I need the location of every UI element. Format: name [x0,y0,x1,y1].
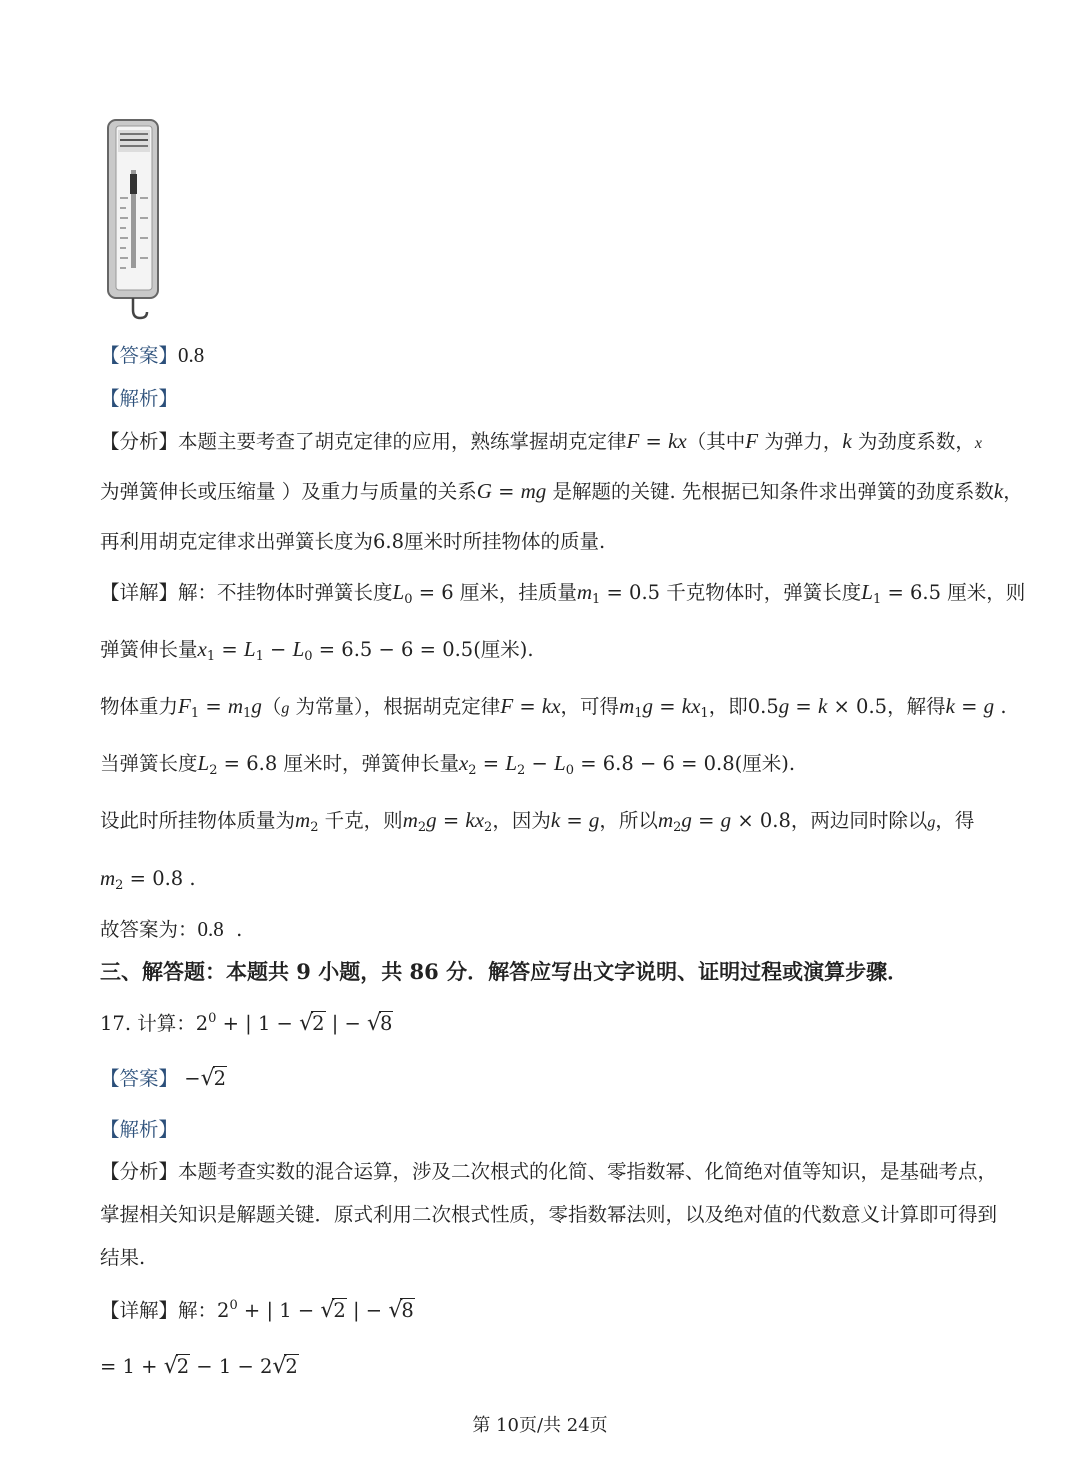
text: 为弹力， [764,430,843,453]
text: 厘米，挂质量 [459,581,577,604]
text: (厘米). [473,638,534,661]
answer-tag: 【答案】 [100,1067,179,1090]
detail-16-line-1: 【详解】解：不挂物体时弹簧长度$L_0 = 6$ 厘米，挂质量$m_1 = 0.5$ 千克物体时，弹簧长度$L_1 = 6.5$ 厘米，则 [100,580,1026,607]
text: 千克，则 [324,809,403,832]
analysis-16-line-2: 为弹簧伸长或压缩量 ）及重力与质量的关系G = mg 是解题的关键. 先根据已知条件求出弹簧的劲度系数k， [100,479,1023,503]
explain-tag: 【解析】 [100,1118,179,1141]
text: （ [261,695,282,718]
final-answer: 0.8 [197,917,224,941]
question-17: 17. 计算：$2^0$ + | 1 − √ 2 | − √ 8 [100,1012,393,1034]
text: (厘米). [734,752,796,775]
text: 是解题的关键. 先根据已知条件求出弹簧的劲度系数 [552,480,994,503]
text: 当弹簧长度 [100,752,198,775]
text: ，得 [935,809,975,832]
text: . [236,918,243,941]
text: 设此时所挂物体质量为 [100,809,296,832]
spring-scale-figure [102,118,164,328]
text: ，因为 [492,809,551,832]
page-footer: 第 10页/共 24页 [472,1415,608,1436]
text: 厘米，则 [947,581,1026,604]
detail-16-line-4: 当弹簧长度$L_2 = 6.8$ 厘米时，弹簧伸长量$x_2 = L_2 - L_0 = 6.8 - 6 = 0.8$(厘米). [100,751,796,778]
detail-16-line-2: 弹簧伸长量$x_1 = L_1 - L_0 = 6.5 - 6 = 0.5$(厘米). [100,637,534,664]
text: 再利用胡克定律求出弹簧长度为6.8厘米时所挂物体的质量. [100,530,606,553]
text: 故答案为： [100,918,198,941]
detail-tag: 【详解】 [100,1299,179,1322]
explain-tag: 【解析】 [100,387,179,410]
text: 为弹簧伸长或压缩量 ）及重力与质量的关系 [100,480,477,503]
text: 厘米时，弹簧伸长量 [283,752,459,775]
answer-tag: 【答案】 [100,344,179,367]
detail-17-line-1: 【详解】解：$2^0$ + | 1 − √ 2 | − √ 8 [100,1299,415,1321]
question-number: 17. [100,1012,132,1035]
answer-17-line: 【答案】 −√ 2 [100,1069,227,1089]
answer-value: 0.8 [178,343,205,367]
text: 掌握相关知识是解题关键．原式利用二次根式性质，零指数幂法则，以及绝对值的代数意义计算即可得到 [100,1203,998,1226]
detail-16-line-3: 物体重力$F_1 = m_1g(g$ 为常量），根据胡克定律F = kx，可得$m_1g = kx_1$，即0.5g = k × 0.5，解得k = g . [100,694,1007,721]
detail-16-line-6: $m_2 = 0.8$ . [100,866,196,893]
analysis-17-line-3 [100,1248,145,1268]
text: 解： [178,1299,218,1322]
text: 结果. [100,1246,146,1269]
text: （其中 [686,430,746,453]
analysis-16-line-3 [100,532,605,552]
text: ，所以 [599,809,658,832]
analysis-16-line-1: 【分析】本题主要考查了胡克定律的应用，熟练掌握胡克定律F = kx（其中F 为弹力，k 为劲度系数，x [100,429,982,453]
text: 本题主要考查了胡克定律的应用，熟练掌握胡克定律 [178,430,627,453]
answer-16-line [100,345,204,366]
text: 弹簧伸长量 [100,638,198,661]
text: 本题考查实数的混合运算，涉及二次根式的化简、零指数幂、化简绝对值等知识，是基础考点， [178,1160,998,1183]
explain-16-tag [100,389,178,409]
text: 千克物体时，弹簧长度 [666,581,862,604]
text: 物体重力 [100,695,179,718]
detail-17-line-2: = 1 + √ 2 − 1 − 2√ 2 [100,1357,299,1377]
detail-16-line-5: 设此时所挂物体质量为$m_2$ 千克，则$m_2g = kx_2$，因为k = g，所以$m_2g = g \times 0.8$，两边同时除以g，得 [100,808,975,835]
explain-17-tag [100,1120,178,1140]
detail-tag: 【详解】 [100,581,179,604]
text: ，两边同时除以 [790,809,928,832]
text: ，解得 [887,695,946,718]
analysis-tag: 【分析】 [100,430,179,453]
text: ，可得 [560,695,620,718]
analysis-17-line-2 [100,1205,997,1225]
text: 解：不挂物体时弹簧长度 [178,581,393,604]
text: 为劲度系数， [857,430,975,453]
section-3-heading: 三、解答题：本题共 9 小题，共 86 分．解答应写出文字说明、证明过程或演算步骤． [100,959,909,984]
detail-16-line-7 [100,919,242,940]
question-prompt: 计算： [137,1012,196,1035]
analysis-17-line-1 [100,1162,997,1182]
text: 为常量），根据胡克定律 [295,695,501,718]
analysis-tag: 【分析】 [100,1160,179,1183]
text: ，即 [708,695,748,718]
